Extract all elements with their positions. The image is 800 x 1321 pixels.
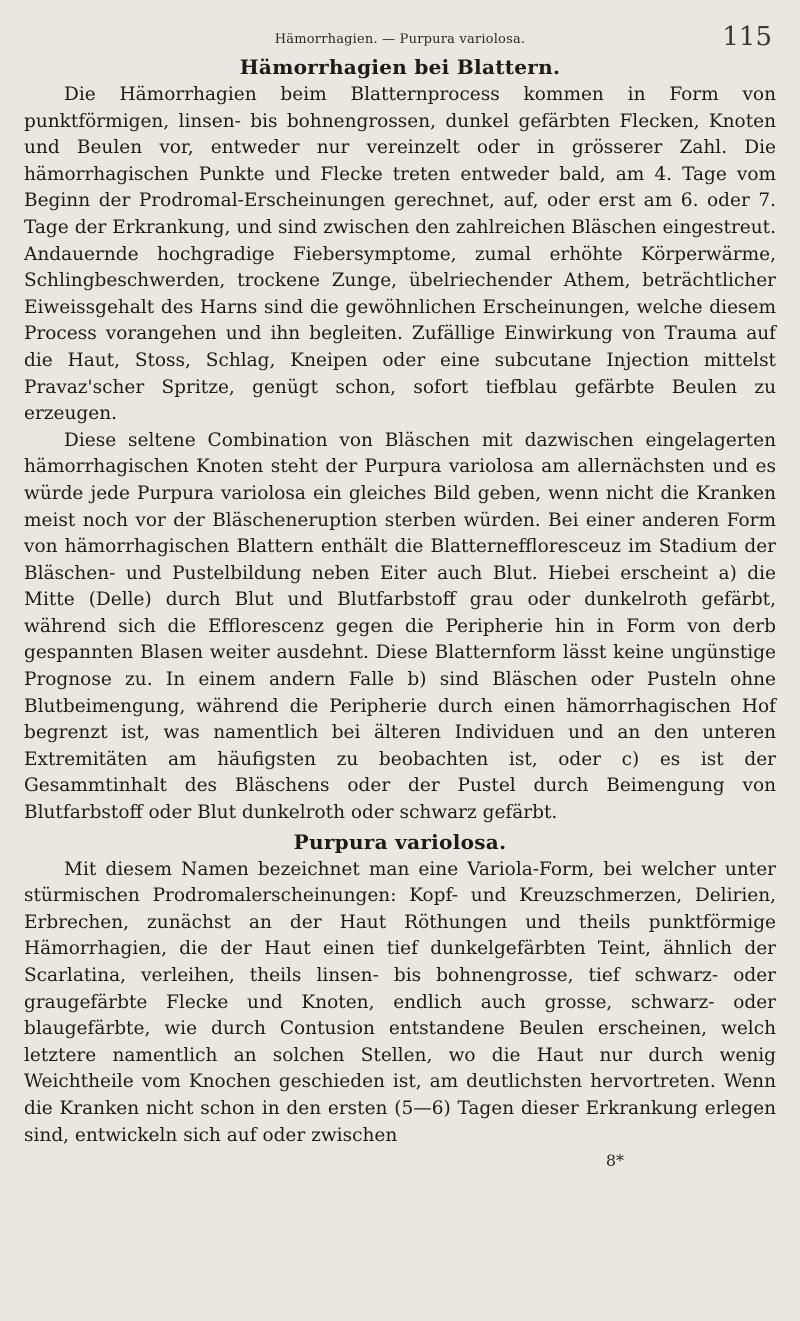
- signature-mark: 8*: [605, 1151, 624, 1171]
- section-heading-purpura-variolosa: Purpura variolosa.: [293, 829, 507, 854]
- section-heading-haemorrhagien: Hämorrhagien bei Blattern.: [239, 55, 561, 79]
- running-title: Hämorrhagien. — Purpura variolosa.: [274, 32, 526, 47]
- page-number: 115: [722, 22, 772, 52]
- running-head: [24, 14, 776, 52]
- paragraph-haemorrhagien-2: Diese seltene Combination von Bläschen mit dazwischen eingelagerten hämorrhagischen Knoten steht der Purpura variolosa am allernächsten und es würde jede Purpura variolosa ein gleiches Bild geben, wenn nicht die Kranken meist noch vor der Bläscheneruption sterben würden. Bei einer anderen Form von hämorrhagischen Blattern enthält die Blatterneffloresceuz im Stadium der Bläschen- und Pustelbildung neben Eiter auch Blut. Hiebei erscheint a) die Mitte (Delle) durch Blut und Blutfarbstoff grau oder dunkelroth gefärbt, während sich die Efflorescenz gegen die Peripherie hin in Form von derb gespannten Blasen weiter ausdehnt. Diese Blatternform lässt keine ungünstige Prognose zu. In einem andern Falle b) sind Bläschen oder Pusteln ohne Blutbeimengung, während die Peripherie durch einen hämorrhagischen Hof begrenzt ist, was namentlich bei älteren Individuen und an den unteren Extremitäten am häufigsten zu beobachten ist, oder c) es ist der Gesammtinhalt des Bläschens oder der Pustel durch Beimengung von Blutfarbstoff oder Blut dunkelroth oder schwarz gefärbt.: [24, 429, 776, 824]
- paragraph-haemorrhagien-1: Die Hämorrhagien beim Blatternprocess kommen in Form von punktförmigen, linsen- bis bohnengrossen, dunkel gefärbten Flecken, Knoten und Beulen vor, entweder nur vereinzelt oder in grösserer Zahl. Die hämorrhagischen Punkte und Flecke treten entweder bald, am 4. Tage vom Beginn der Prodromal-Erscheinungen gerechnet, auf, oder erst am 6. oder 7. Tage der Erkrankung, und sind zwischen den zahlreichen Bläschen eingestreut. Andauernde hochgradige Fiebersymptome, zumal erhöhte Körperwärme, Schlingbeschwerden, trockene Zunge, übelriechender Athem, beträchtlicher Eiweissgehalt des Harns sind die gewöhnlichen Erscheinungen, welche diesem Process vorangehen und ihn begleiten. Zufällige Einwirkung von Trauma auf die Haut, Stoss, Schlag, Kneipen oder eine subcutane Injection mittelst Pravaz'scher Spritze, genügt schon, sofort tiefblau gefärbte Beulen zu erzeugen.: [24, 84, 776, 425]
- paragraph-purpura-variolosa-1: Mit diesem Namen bezeichnet man eine Variola-Form, bei welcher unter stürmischen Prodromalerscheinungen: Kopf- und Kreuzschmerzen, Delirien, Erbrechen, zunächst an der Haut Röthungen und theils punktförmige Hämorrhagien, die der Haut einen tief dunkelgefärbten Teint, ähnlich der Scarlatina, verleihen, theils linsen- bis bohnengrosse, tief schwarz- oder graugefärbte Flecke und Knoten, endlich auch grosse, schwarz- oder blaugefärbte, wie durch Contusion entstandene Beulen erscheinen, welch letztere namentlich an solchen Stellen, wo die Haut nur durch wenig Weichtheile vom Knochen geschieden ist, am deutlichsten hervortreten. Wenn die Kranken nicht schon in den ersten (5—6) Tagen dieser Erkrankung erlegen sind, entwickeln sich auf oder zwischen: [24, 858, 776, 1146]
